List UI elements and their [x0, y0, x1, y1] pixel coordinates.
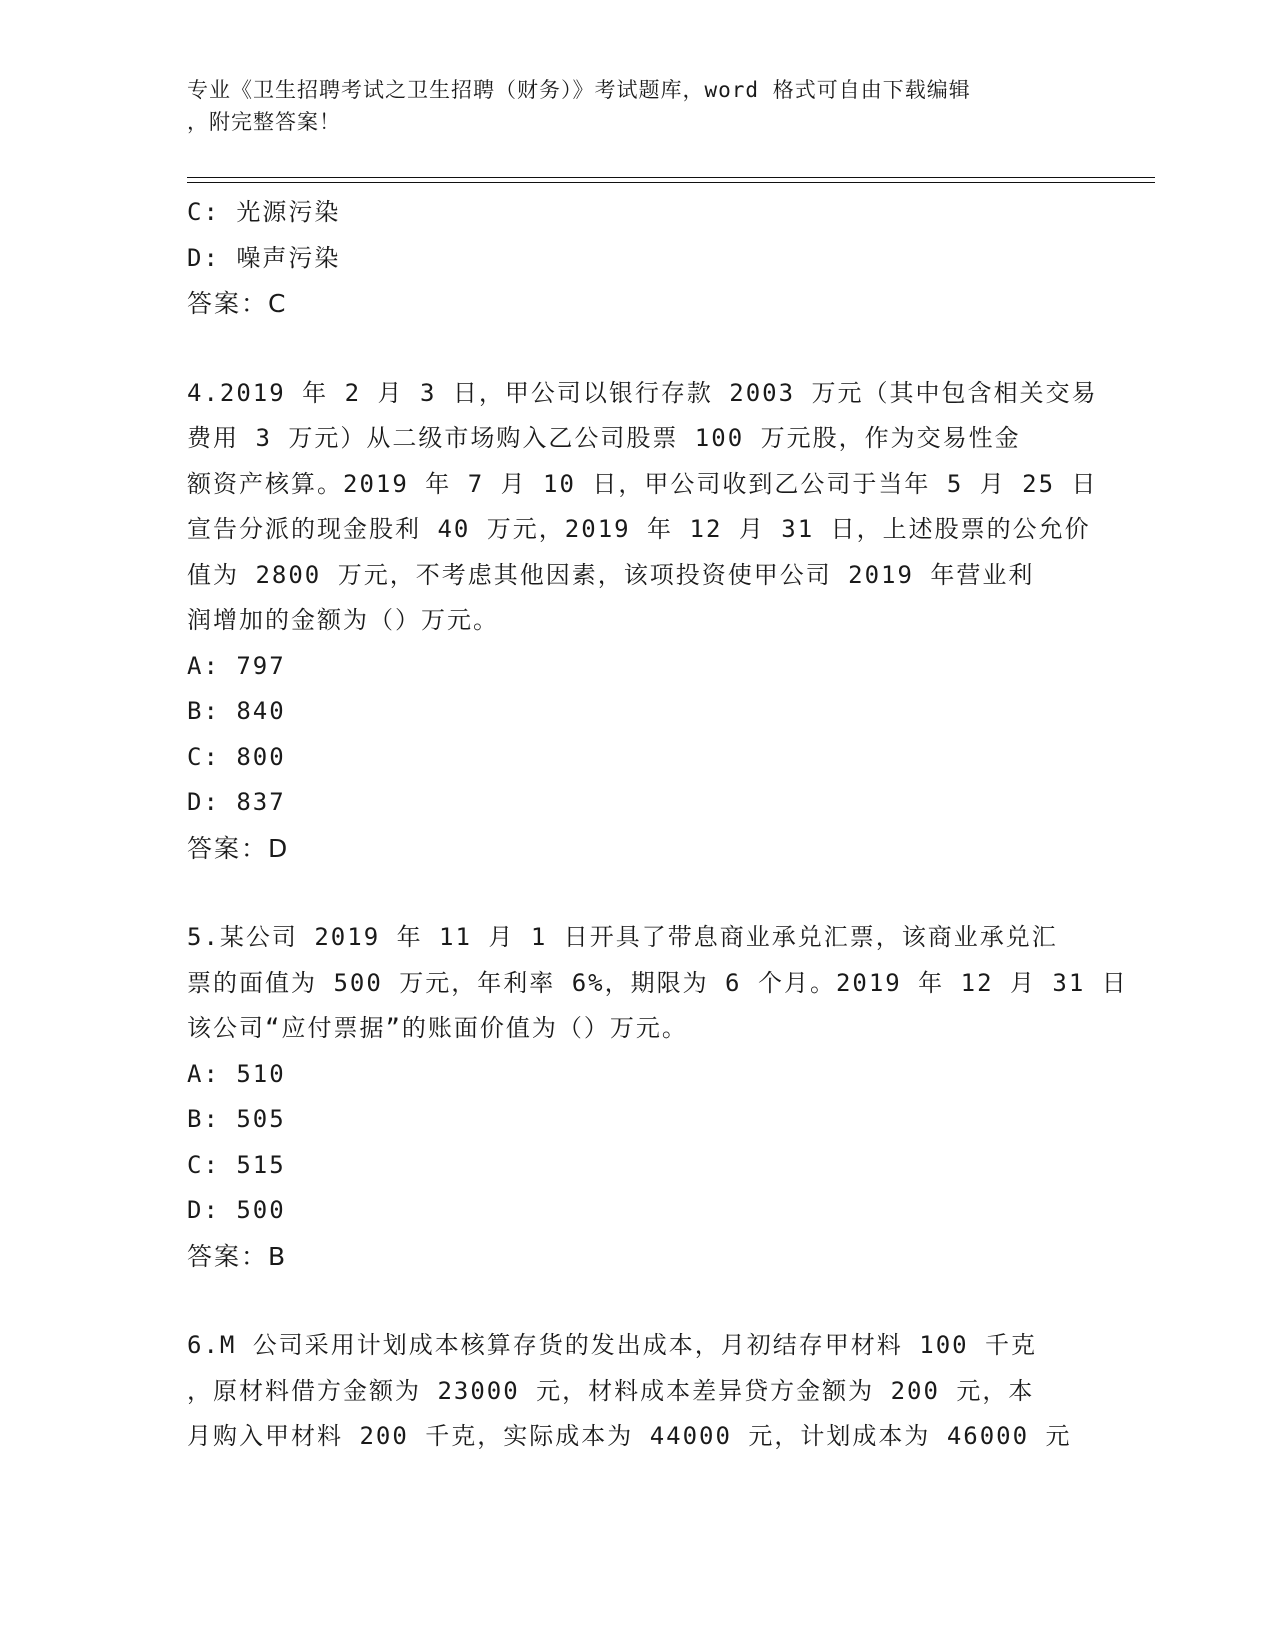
option-d: D: 500: [187, 1196, 286, 1224]
question-text-line: 票的面值为 500 万元，年利率 6%，期限为 6 个月。2019 年 12 月 31 日: [187, 968, 1128, 997]
header-divider-bottom: [187, 182, 1155, 183]
option-d: D: 837: [187, 788, 286, 816]
document-body: [187, 190, 1128, 1460]
question-text-line: 4.2019 年 2 月 3 日，甲公司以银行存款 2003 万元（其中包含相关交易: [187, 378, 1098, 407]
header-divider-top: [187, 177, 1155, 178]
question-3-tail: [187, 190, 1087, 327]
spacer: [187, 1279, 1087, 1323]
option-c: C: 光源污染: [187, 198, 341, 226]
question-text-line: 6.M 公司采用计划成本核算存货的发出成本，月初结存甲材料 100 千克: [187, 1331, 1038, 1359]
option-a: A: 510: [187, 1059, 286, 1088]
option-c: C: 515: [187, 1150, 286, 1179]
option-b: B: 840: [187, 697, 286, 725]
option-b: B: 505: [187, 1105, 286, 1133]
question-text-line: 5.某公司 2019 年 11 月 1 日开具了带息商业承兑汇票，该商业承兑汇: [187, 923, 1058, 951]
question-text-line: 值为 2800 万元，不考虑其他因素，该项投资使甲公司 2019 年营业利: [187, 560, 1035, 589]
option-a: A: 797: [187, 651, 286, 680]
question-5: [187, 915, 1128, 1279]
header-title-line2: ，附完整答案！: [187, 110, 341, 134]
option-c: C: 800: [187, 742, 286, 771]
question-6: [187, 1323, 1087, 1460]
option-d: D: 噪声污染: [187, 243, 341, 272]
header-title-line1: 专业《卫生招聘考试之卫生招聘（财务）》考试题库，word 格式可自由下载编辑: [187, 78, 971, 102]
answer-line: 答案：D: [187, 833, 290, 863]
question-4: [187, 371, 1098, 872]
question-text-line: 月购入甲材料 200 千克，实际成本为 44000 元，计划成本为 46000 元: [187, 1422, 1072, 1450]
question-text-line: ，原材料借方金额为 23000 元，材料成本差异贷方金额为 200 元，本: [187, 1376, 1035, 1405]
question-text-line: 额资产核算。2019 年 7 月 10 日，甲公司收到乙公司于当年 5 月 25 日: [187, 469, 1098, 498]
answer-line: 答案：B: [187, 1241, 288, 1271]
question-text-line: 费用 3 万元）从二级市场购入乙公司股票 100 万元股，作为交易性金: [187, 424, 1021, 452]
question-text-line: 该公司“应付票据”的账面价值为（）万元。: [187, 1014, 688, 1042]
document-header: [187, 74, 1067, 138]
question-text-line: 宣告分派的现金股利 40 万元，2019 年 12 月 31 日，上述股票的公允价: [187, 515, 1091, 543]
question-text-line: 润增加的金额为（）万元。: [187, 606, 499, 634]
spacer: [187, 327, 1087, 371]
spacer: [187, 871, 1087, 915]
answer-line: 答案：C: [187, 289, 288, 318]
